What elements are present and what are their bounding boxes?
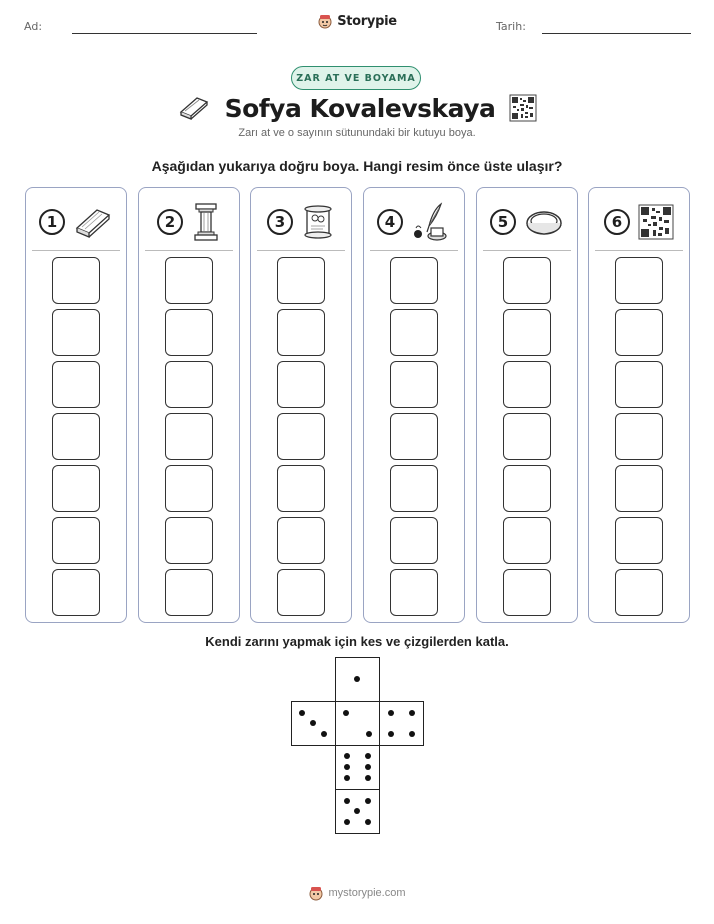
page-title: Sofya Kovalevskaya	[224, 93, 496, 123]
color-box[interactable]	[277, 465, 325, 512]
die-pip	[299, 710, 305, 716]
color-box[interactable]	[615, 309, 663, 356]
die-pip	[354, 676, 360, 682]
date-line	[542, 33, 691, 34]
subtitle: Zarı at ve o sayının sütunundaki bir kutuyu boya.	[238, 127, 476, 139]
die-face-5	[335, 789, 380, 834]
color-box[interactable]	[390, 569, 438, 616]
die-face-3	[291, 701, 336, 746]
column-divider	[595, 250, 683, 251]
die-pip	[365, 753, 371, 759]
quill-inkwell-icon	[411, 202, 451, 242]
color-box[interactable]	[615, 413, 663, 460]
color-box[interactable]	[390, 309, 438, 356]
activity-badge: ZAR AT VE BOYAMA	[291, 66, 421, 90]
die-pip	[310, 720, 316, 726]
color-box[interactable]	[390, 517, 438, 564]
die-pip	[354, 808, 360, 814]
color-box[interactable]	[165, 413, 213, 460]
color-box[interactable]	[52, 257, 100, 304]
footer-url[interactable]: mystorypie.com	[328, 887, 406, 899]
color-box[interactable]	[390, 257, 438, 304]
column-4	[363, 187, 465, 623]
die-pip	[409, 710, 415, 716]
color-box[interactable]	[165, 517, 213, 564]
color-box[interactable]	[277, 257, 325, 304]
color-box[interactable]	[615, 465, 663, 512]
die-pip	[388, 731, 394, 737]
die-pip	[366, 731, 372, 737]
die-pip	[343, 710, 349, 716]
color-box[interactable]	[503, 257, 551, 304]
die-pip	[344, 775, 350, 781]
color-box[interactable]	[52, 569, 100, 616]
dice-caption: Kendi zarını yapmak için kes ve çizgilerden katla.	[205, 634, 509, 649]
color-box[interactable]	[52, 517, 100, 564]
die-pip	[409, 731, 415, 737]
color-box[interactable]	[390, 413, 438, 460]
storypie-mascot-icon	[317, 13, 333, 29]
die-pip	[321, 731, 327, 737]
color-box[interactable]	[503, 309, 551, 356]
die-pip	[365, 775, 371, 781]
book-icon	[177, 94, 211, 122]
color-box[interactable]	[615, 517, 663, 564]
color-box[interactable]	[165, 465, 213, 512]
column-number: 6	[604, 209, 630, 235]
color-box[interactable]	[277, 413, 325, 460]
die-face-6	[335, 745, 380, 790]
column-header	[251, 198, 351, 246]
footer	[0, 885, 714, 901]
column-number: 2	[157, 209, 183, 235]
column-1	[25, 187, 127, 623]
color-box[interactable]	[165, 257, 213, 304]
color-box[interactable]	[503, 361, 551, 408]
brand-logo	[0, 13, 714, 29]
pedestal-column-icon	[191, 202, 221, 242]
qr-code-icon	[638, 204, 674, 240]
die-pip	[344, 764, 350, 770]
color-box[interactable]	[390, 361, 438, 408]
column-number: 3	[267, 209, 293, 235]
color-box[interactable]	[615, 257, 663, 304]
die-pip	[365, 764, 371, 770]
name-line	[72, 33, 257, 34]
storypie-mascot-icon	[308, 885, 324, 901]
brand-name: Storypie	[337, 13, 397, 29]
column-number: 4	[377, 209, 403, 235]
color-box[interactable]	[277, 517, 325, 564]
color-box[interactable]	[503, 517, 551, 564]
book-icon	[73, 204, 113, 240]
color-box[interactable]	[165, 361, 213, 408]
scroll-icon	[301, 204, 335, 240]
die-face-1	[335, 657, 380, 702]
date-label: Tarih:	[496, 20, 526, 33]
title-row	[0, 88, 714, 128]
die-pip	[388, 710, 394, 716]
column-divider	[483, 250, 571, 251]
column-divider	[32, 250, 120, 251]
die-pip	[344, 819, 350, 825]
column-number: 5	[490, 209, 516, 235]
instruction: Aşağıdan yukarıya doğru boya. Hangi resim önce üste ulaşır?	[151, 158, 563, 174]
color-box[interactable]	[503, 413, 551, 460]
column-number: 1	[39, 209, 65, 235]
color-box[interactable]	[277, 569, 325, 616]
qr-code-icon	[509, 94, 537, 122]
color-box[interactable]	[52, 309, 100, 356]
column-6	[588, 187, 690, 623]
die-pip	[365, 819, 371, 825]
die-pip	[344, 798, 350, 804]
column-2	[138, 187, 240, 623]
color-box[interactable]	[390, 465, 438, 512]
column-header	[139, 198, 239, 246]
column-header	[26, 198, 126, 246]
die-pip	[344, 753, 350, 759]
column-divider	[145, 250, 233, 251]
column-header	[589, 198, 689, 246]
column-header	[477, 198, 577, 246]
color-box[interactable]	[165, 569, 213, 616]
color-box[interactable]	[165, 309, 213, 356]
die-face-4	[379, 701, 424, 746]
column-5	[476, 187, 578, 623]
column-divider	[257, 250, 345, 251]
color-box[interactable]	[52, 465, 100, 512]
die-pip	[365, 798, 371, 804]
color-box[interactable]	[52, 413, 100, 460]
color-box[interactable]	[277, 309, 325, 356]
color-box[interactable]	[52, 361, 100, 408]
name-label: Ad:	[24, 20, 43, 33]
color-box[interactable]	[277, 361, 325, 408]
die-face-2	[335, 701, 380, 746]
color-box[interactable]	[503, 569, 551, 616]
column-header	[364, 198, 464, 246]
color-box[interactable]	[615, 569, 663, 616]
column-3	[250, 187, 352, 623]
color-box[interactable]	[503, 465, 551, 512]
ring-icon	[524, 205, 564, 239]
color-box[interactable]	[615, 361, 663, 408]
column-divider	[370, 250, 458, 251]
